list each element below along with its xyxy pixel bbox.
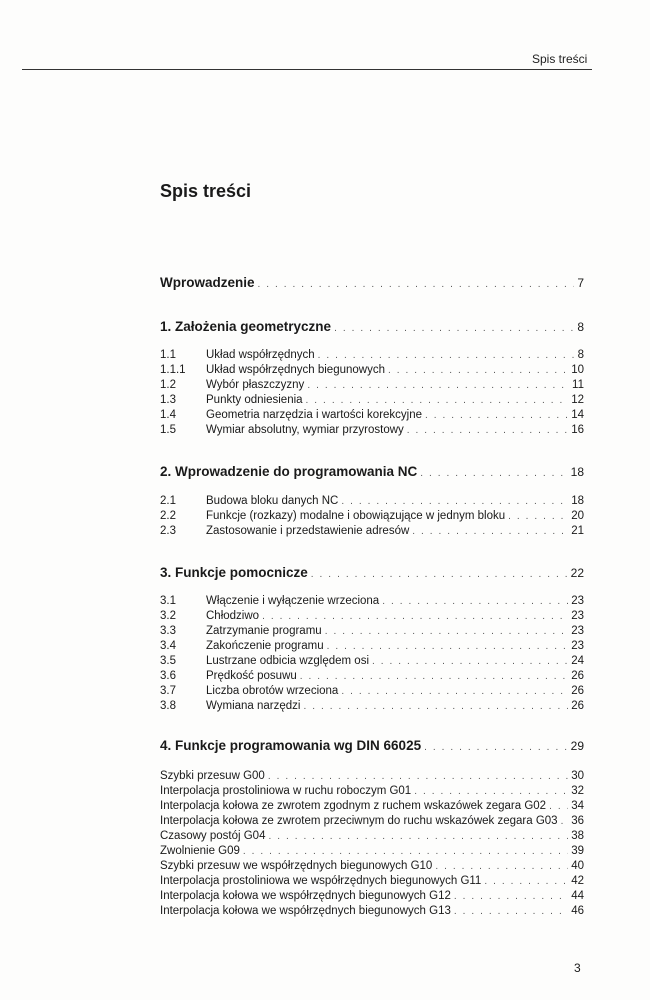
toc-page-number: 32 — [571, 785, 584, 797]
toc-entry-number: 3.1 — [160, 595, 176, 607]
toc-leader — [454, 905, 568, 919]
header-rule — [22, 69, 592, 70]
toc-leader — [382, 595, 568, 609]
toc-heading-text: 3. Funkcje pomocnicze — [160, 565, 308, 580]
toc-leader — [549, 800, 568, 814]
toc-entry-number: 1.3 — [160, 394, 176, 406]
toc-leader — [334, 320, 574, 338]
toc-leader — [318, 349, 575, 363]
toc-entry-g04[interactable] — [160, 829, 584, 844]
toc-entry-1-1-1[interactable] — [160, 363, 584, 378]
toc-leader — [268, 770, 568, 784]
toc-entry-1-1[interactable] — [160, 348, 584, 363]
toc-entry-3-4[interactable] — [160, 639, 584, 654]
toc-heading-text: 1. Założenia geometryczne — [160, 319, 332, 334]
page-title: Spis treści — [160, 181, 252, 201]
toc-leader — [341, 685, 568, 699]
toc-page-number: 14 — [571, 409, 584, 421]
toc-page-number: 8 — [577, 349, 584, 361]
toc-page-number: 26 — [571, 700, 584, 712]
toc-page-number: 22 — [570, 566, 584, 580]
toc-leader — [407, 424, 568, 438]
toc-entry-text: Liczba obrotów wrzeciona — [206, 685, 339, 697]
toc-heading-section-3[interactable] — [160, 564, 584, 584]
toc-entry-number: 3.4 — [160, 640, 176, 652]
toc-entry-number: 1.2 — [160, 379, 176, 391]
toc-leader — [341, 495, 568, 509]
toc-entry-text: Prędkość posuwu — [206, 670, 297, 682]
toc-page-number: 18 — [571, 495, 584, 507]
toc-leader — [262, 610, 568, 624]
toc-leader — [306, 394, 569, 408]
toc-entry-text: Interpolacja kołowa ze zwrotem przeciwnym do ruchu wskazówek zegara G03 — [160, 815, 558, 827]
toc-entry-g09[interactable] — [160, 844, 584, 859]
toc-entry-text: Czasowy postój G04 — [160, 830, 266, 842]
toc-entry-1-4[interactable] — [160, 408, 584, 423]
toc-entry-text: Szybki przesuw G00 — [160, 770, 265, 782]
toc-entry-g02[interactable] — [160, 799, 584, 814]
toc-entry-1-5[interactable] — [160, 423, 584, 438]
toc-entry-g13[interactable] — [160, 904, 584, 919]
toc-entry-number: 1.1.1 — [160, 364, 186, 376]
toc-entry-text: Układ współrzędnych biegunowych — [206, 364, 385, 376]
toc-entry-text: Zatrzymanie programu — [206, 625, 322, 637]
toc-entry-number: 1.4 — [160, 409, 176, 421]
toc-entry-1-2[interactable] — [160, 378, 584, 393]
toc-leader — [304, 700, 569, 714]
toc-page-number: 23 — [571, 640, 584, 652]
toc-leader — [372, 655, 568, 669]
toc-entry-number: 3.2 — [160, 610, 176, 622]
toc-entry-number: 3.7 — [160, 685, 176, 697]
toc-entry-3-3[interactable] — [160, 624, 584, 639]
toc-entry-number: 3.5 — [160, 655, 176, 667]
toc-leader — [435, 860, 568, 874]
toc-page-number: 44 — [571, 890, 584, 902]
toc-entry-g11[interactable] — [160, 874, 584, 889]
toc-entry-text: Interpolacja prostoliniowa we współrzędnych biegunowych G11 — [160, 875, 482, 887]
toc-entry-number: 3.8 — [160, 700, 176, 712]
toc-heading-section-1[interactable] — [160, 318, 584, 338]
toc-page-number: 26 — [571, 685, 584, 697]
toc-page-number: 23 — [571, 610, 584, 622]
toc-page-number: 42 — [571, 875, 584, 887]
toc-entry-number: 1.1 — [160, 349, 176, 361]
toc-leader — [420, 465, 567, 483]
toc-entry-text: Wybór płaszczyzny — [206, 379, 305, 391]
toc-entry-text: Zastosowanie i przedstawienie adresów — [206, 525, 410, 537]
toc-entry-text: Interpolacja kołowa ze zwrotem zgodnym z ruchem wskazówek zegara G02 — [160, 800, 547, 812]
toc-heading-section-4[interactable] — [160, 737, 584, 757]
toc-leader — [508, 510, 568, 524]
toc-page-number: 46 — [571, 905, 584, 917]
toc-page-number: 21 — [571, 525, 584, 537]
toc-entry-text: Geometria narzędzia i wartości korekcyjne — [206, 409, 423, 421]
toc-entry-text: Zwolnienie G09 — [160, 845, 240, 857]
toc-entry-number: 3.3 — [160, 625, 176, 637]
toc-entry-text: Interpolacja kołowa we współrzędnych biegunowych G12 — [160, 890, 451, 902]
toc-page-number: 12 — [571, 394, 584, 406]
toc-page-number: 38 — [571, 830, 584, 842]
toc-entry-text: Układ współrzędnych — [206, 349, 315, 361]
toc-entry-text: Funkcje (rozkazy) modalne i obowiązujące w jednym bloku — [206, 510, 506, 522]
toc-entry-text: Interpolacja prostoliniowa w ruchu roboczym G01 — [160, 785, 412, 797]
toc-page-number: 16 — [571, 424, 584, 436]
toc-page-number: 8 — [577, 320, 584, 334]
toc-heading-section-2[interactable] — [160, 463, 584, 483]
toc-page-number: 23 — [571, 595, 584, 607]
toc-entry-3-7[interactable] — [160, 684, 584, 699]
toc-entry-text: Włączenie i wyłączenie wrzeciona — [206, 595, 380, 607]
toc-leader — [388, 364, 568, 378]
toc-page-number: 36 — [571, 815, 584, 827]
toc-entry-3-8[interactable] — [160, 699, 584, 714]
toc-entry-text: Punkty odniesienia — [206, 394, 303, 406]
toc-entry-number: 1.5 — [160, 424, 176, 436]
toc-entry-number: 3.6 — [160, 670, 176, 682]
toc-leader — [300, 670, 568, 684]
toc-entry-text: Zakończenie programu — [206, 640, 324, 652]
toc-leader — [414, 785, 568, 799]
toc-page-number: 34 — [571, 800, 584, 812]
toc-page-number: 29 — [570, 739, 584, 753]
toc-leader — [258, 276, 575, 294]
toc-entry-3-5[interactable] — [160, 654, 584, 669]
page-number: 3 — [574, 961, 581, 975]
toc-leader — [484, 875, 568, 889]
toc-entry-1-3[interactable] — [160, 393, 584, 408]
toc-entry-text: Budowa bloku danych NC — [206, 495, 339, 507]
toc-heading-text: 4. Funkcje programowania wg DIN 66025 — [160, 738, 422, 753]
toc-entry-number: 2.1 — [160, 495, 176, 507]
toc-leader — [425, 409, 568, 423]
toc-leader — [325, 625, 569, 639]
toc-entry-3-1[interactable] — [160, 594, 584, 609]
toc-entry-text: Chłodziwo — [206, 610, 260, 622]
toc-entry-number: 2.2 — [160, 510, 176, 522]
toc-entry-text: Szybki przesuw we współrzędnych biegunowych G10 — [160, 860, 433, 872]
toc-page-number: 10 — [571, 364, 584, 376]
toc-page-number: 7 — [577, 276, 584, 290]
toc-page-number: 40 — [571, 860, 584, 872]
toc-entry-text: Lustrzane odbicia względem osi — [206, 655, 370, 667]
toc-entry-g01[interactable] — [160, 784, 584, 799]
toc-heading-text: 2. Wprowadzenie do programowania NC — [160, 464, 418, 479]
toc-entry-g12[interactable] — [160, 889, 584, 904]
toc-leader — [268, 830, 568, 844]
toc-entry-g00[interactable] — [160, 769, 584, 784]
toc-page-number: 18 — [570, 465, 584, 479]
toc-page-number: 11 — [572, 379, 584, 391]
toc-leader — [412, 525, 568, 539]
toc-entry-g03[interactable] — [160, 814, 584, 829]
toc-page-number: 24 — [571, 655, 584, 667]
toc-leader — [243, 845, 568, 859]
toc-leader — [561, 815, 569, 829]
toc-leader — [454, 890, 568, 904]
toc-entry-number: 2.3 — [160, 525, 176, 537]
toc-heading-text: Wprowadzenie — [160, 275, 255, 290]
toc-page-number: 23 — [571, 625, 584, 637]
toc-entry-text: Wymiana narzędzi — [206, 700, 301, 712]
toc-entry-2-2[interactable] — [160, 509, 584, 524]
toc-entry-text: Interpolacja kołowa we współrzędnych biegunowych G13 — [160, 905, 451, 917]
toc-entry-g10[interactable] — [160, 859, 584, 874]
toc-page-number: 30 — [571, 770, 584, 782]
toc-leader — [311, 566, 568, 584]
toc-page-number: 20 — [571, 510, 584, 522]
toc-entry-text: Wymiar absolutny, wymiar przyrostowy — [206, 424, 404, 436]
toc-leader — [307, 379, 569, 393]
toc-page-number: 39 — [571, 845, 584, 857]
toc-entry-2-1[interactable] — [160, 494, 584, 509]
toc-entry-3-6[interactable] — [160, 669, 584, 684]
toc-heading-intro[interactable] — [160, 274, 584, 294]
toc-entry-3-2[interactable] — [160, 609, 584, 624]
running-head: Spis treści — [532, 52, 588, 66]
toc-leader — [327, 640, 569, 654]
toc-entry-2-3[interactable] — [160, 524, 584, 539]
toc-leader — [424, 739, 568, 757]
toc-page-number: 26 — [571, 670, 584, 682]
